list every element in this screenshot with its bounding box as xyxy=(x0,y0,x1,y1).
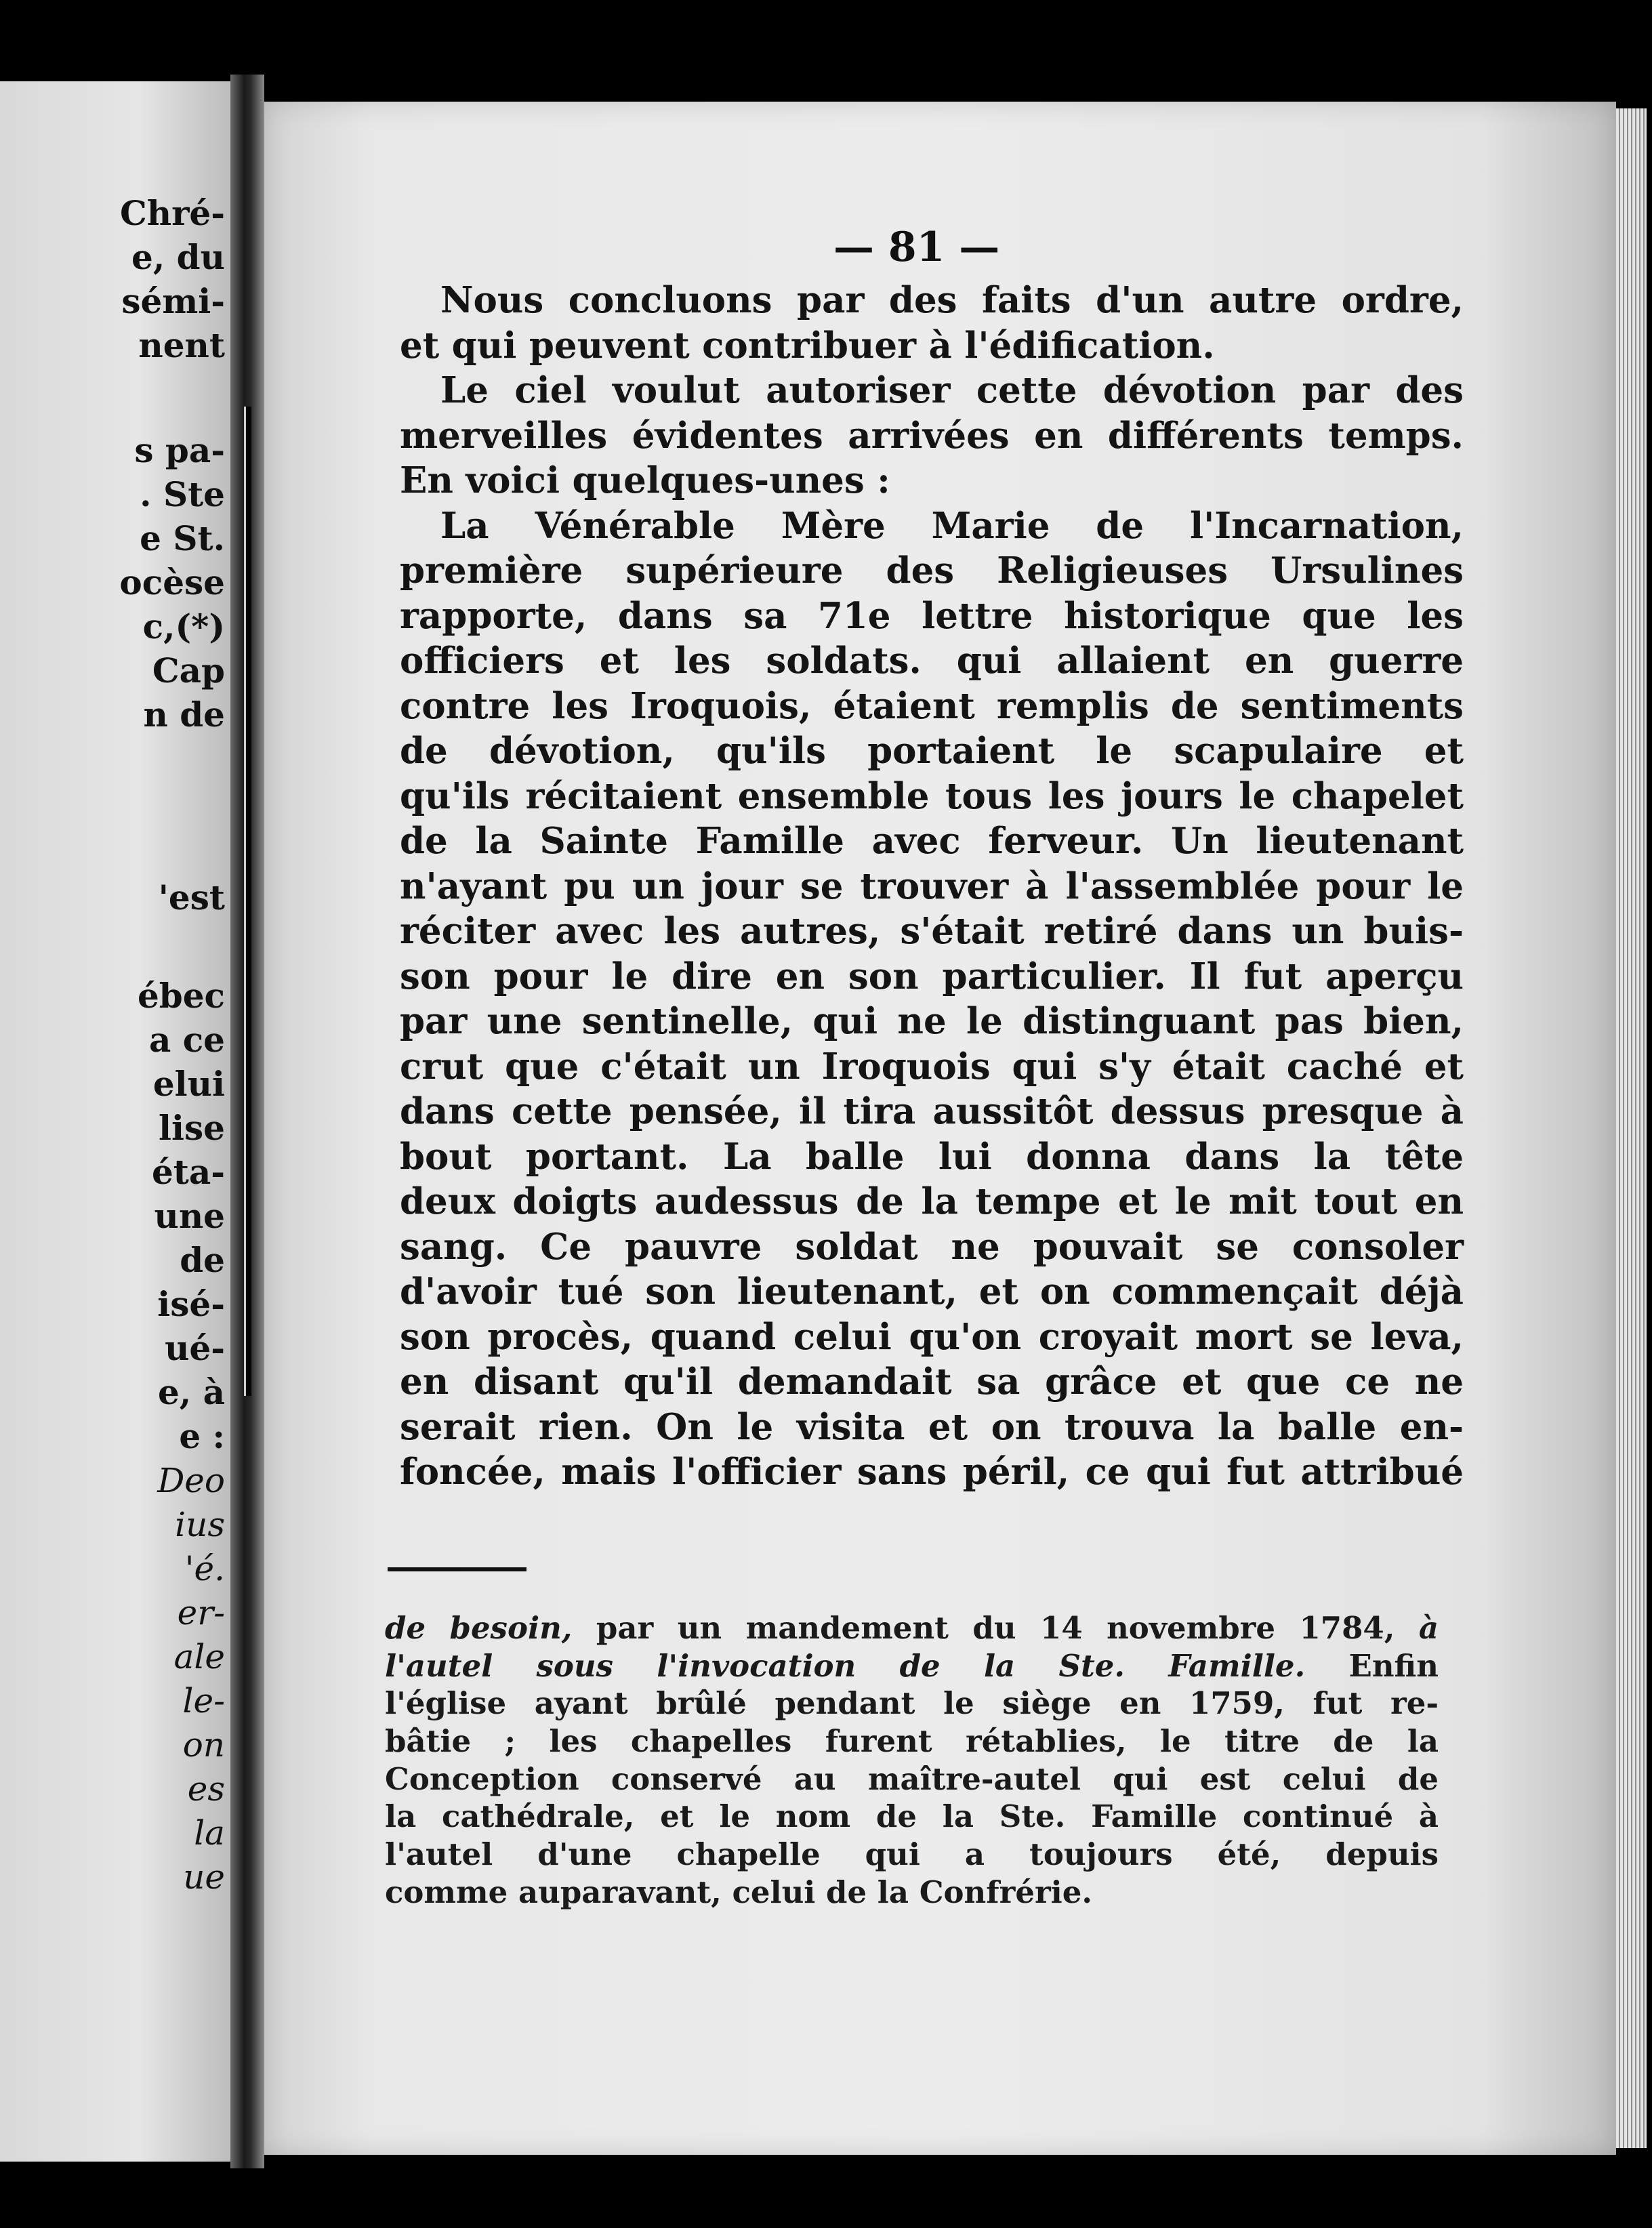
left-page-text-fragment: éta- xyxy=(151,1152,225,1192)
footnote-text: Enfin xyxy=(1305,1647,1439,1684)
left-page-text-fragment: ale xyxy=(173,1637,225,1676)
left-page-text-fragment: e, du xyxy=(131,237,225,277)
left-page-text-fragment: lise xyxy=(159,1108,225,1148)
footnote-line: l'église ayant brûlé pendant le siège en 1759, fut re- xyxy=(385,1685,1439,1722)
body-line: contre les Iroquois, étaient remplis de sentiments xyxy=(400,684,1464,727)
left-page-text-fragment: ue xyxy=(183,1857,225,1897)
body-line: réciter avec les autres, s'était retiré dans un buis- xyxy=(400,910,1464,952)
body-line: en disant qu'il demandait sa grâce et que ce ne xyxy=(400,1361,1464,1403)
left-page-text-fragment: Cap xyxy=(152,651,225,690)
body-line: première supérieure des Religieuses Ursulines xyxy=(400,550,1464,592)
left-page-text-fragment: le- xyxy=(182,1681,225,1720)
footnote-line: bâtie ; les chapelles furent rétablies, le titre de la xyxy=(385,1723,1439,1760)
left-page-text-fragment: une xyxy=(154,1196,225,1236)
left-page-text-fragment: Deo xyxy=(157,1461,225,1500)
left-page-text-fragment: e St. xyxy=(140,518,225,558)
left-page-text-fragment: elui xyxy=(152,1064,225,1104)
left-page-text-fragment: de xyxy=(180,1240,225,1280)
body-line: par une sentinelle, qui ne le distinguant pas bien, xyxy=(400,1000,1464,1042)
left-page-text-fragment: e : xyxy=(179,1416,225,1456)
page-number: — 81 — xyxy=(833,224,1000,271)
body-line: En voici quelques-unes : xyxy=(400,459,890,501)
body-line: crut que c'était un Iroquois qui s'y était caché et xyxy=(400,1045,1464,1088)
left-page-text-fragment: ius xyxy=(175,1505,225,1544)
left-page-text-fragment: 'est xyxy=(158,878,225,917)
left-page-text-fragment: n de xyxy=(143,695,225,735)
left-page-fragment xyxy=(0,81,230,2162)
left-page-text-fragment: ocèse xyxy=(119,562,225,602)
footnote-line: l'autel d'une chapelle qui a toujours été, depuis xyxy=(385,1836,1439,1873)
left-page-text-fragment: e, à xyxy=(157,1372,225,1412)
body-line: Nous concluons par des faits d'un autre ordre, xyxy=(440,279,1464,321)
body-line: qu'ils récitaient ensemble tous les jours le chapelet xyxy=(400,775,1464,817)
body-line: rapporte, dans sa 71e lettre historique que les xyxy=(400,594,1464,637)
body-line: serait rien. On le visita et on trouva la balle en- xyxy=(400,1405,1464,1448)
footnote-italic-text: l'autel sous l'invocation de la Ste. Famille. xyxy=(385,1647,1306,1684)
page-edges xyxy=(1616,108,1647,2148)
footnote-line: Conception conservé au maître-autel qui est celui de xyxy=(385,1760,1439,1797)
footnote-line: la cathédrale, et le nom de la Ste. Famille continué à xyxy=(385,1798,1439,1835)
body-line: merveilles évidentes arrivées en différents temps. xyxy=(400,414,1464,457)
left-page-text-fragment: isé- xyxy=(157,1284,225,1324)
left-page-text-fragment: es xyxy=(187,1769,225,1809)
footnote-text: par un mandement du 14 novembre 1784, xyxy=(572,1610,1419,1646)
left-page-text-fragment: ué- xyxy=(165,1328,225,1368)
body-text xyxy=(400,278,1464,1495)
left-page-text-fragment: on xyxy=(182,1725,225,1765)
left-page-text-fragment: Chré- xyxy=(119,193,225,233)
footnote xyxy=(385,1609,1439,1912)
left-page-text-fragment: la xyxy=(194,1813,225,1853)
left-page-text-fragment: er- xyxy=(177,1593,225,1632)
footnote-italic-text: à xyxy=(1418,1610,1439,1646)
body-line: officiers et les soldats. qui allaient en guerre xyxy=(400,640,1464,682)
body-line: n'ayant pu un jour se trouver à l'assemblée pour le xyxy=(400,865,1464,907)
body-line: son procès, quand celui qu'on croyait mort se leva, xyxy=(400,1315,1464,1358)
body-line: bout portant. La balle lui donna dans la tête xyxy=(400,1135,1464,1178)
body-line: deux doigts audessus de la tempe et le mit tout en xyxy=(400,1180,1464,1222)
left-page-text-fragment: . Ste xyxy=(140,474,225,514)
body-line: Le ciel voulut autoriser cette dévotion par des xyxy=(440,369,1464,411)
body-line: son pour le dire en son particulier. Il fut aperçu xyxy=(400,955,1464,997)
footnote-italic-text: de besoin, xyxy=(385,1610,573,1646)
left-page-text-fragment: s pa- xyxy=(134,430,225,470)
footnote-line xyxy=(385,1609,1439,1647)
body-line: foncée, mais l'officier sans péril, ce qui fut attribué xyxy=(400,1451,1464,1493)
body-line: de dévotion, qu'ils portaient le scapulaire et xyxy=(400,730,1464,772)
body-line: d'avoir tué son lieutenant, et on commençait déjà xyxy=(400,1271,1464,1313)
binding-thread xyxy=(244,407,251,1396)
body-line: sang. Ce pauvre soldat ne pouvait se consoler xyxy=(400,1225,1464,1268)
body-line: et qui peuvent contribuer à l'édification. xyxy=(400,324,1215,367)
footnote-line xyxy=(385,1647,1439,1685)
footnote-rule xyxy=(388,1567,526,1571)
left-page-text-fragment: sémi- xyxy=(121,281,225,321)
body-line: La Vénérable Mère Marie de l'Incarnation, xyxy=(440,504,1464,547)
left-page-text-fragment: ébec xyxy=(137,976,225,1016)
body-line: dans cette pensée, il tira aussitôt dessus presque à xyxy=(400,1090,1464,1132)
left-page-text-fragment: c,(*) xyxy=(142,606,225,646)
left-page-text-fragment: nent xyxy=(138,325,225,365)
left-page-text-fragment: a ce xyxy=(148,1020,225,1060)
footnote-line: comme auparavant, celui de la Confrérie. xyxy=(385,1874,1093,1910)
left-page-text-fragment: 'é. xyxy=(184,1549,225,1588)
body-line: de la Sainte Famille avec ferveur. Un lieutenant xyxy=(400,820,1464,862)
